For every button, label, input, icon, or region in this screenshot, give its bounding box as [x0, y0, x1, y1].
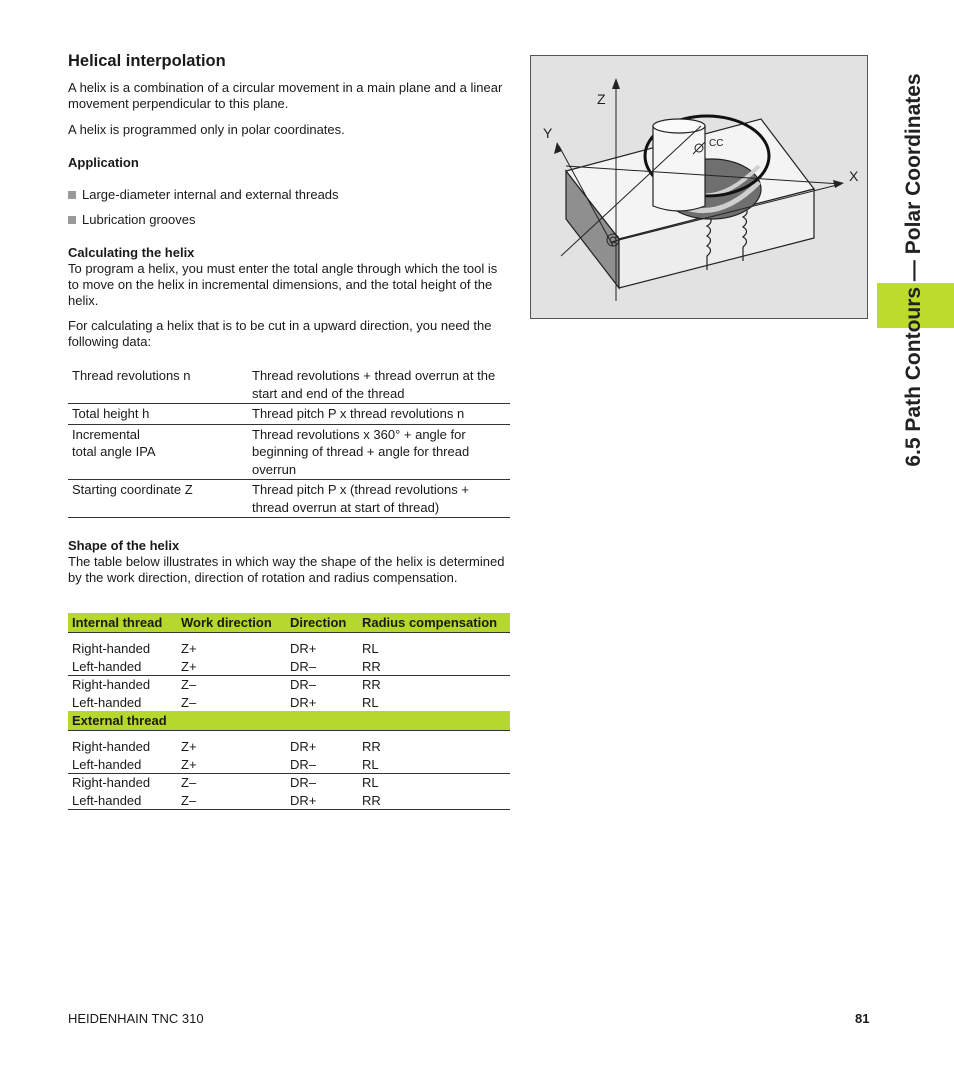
chapter-side-title: 6.5 Path Contours — Polar Coordinates [902, 73, 925, 467]
section-title: Helical interpolation [68, 52, 226, 70]
square-bullet-icon [68, 191, 76, 199]
table-row: Right-handed Z+ DR+ RL [72, 641, 379, 656]
z-axis-label: Z [597, 91, 606, 107]
table-section-row: External thread [68, 711, 510, 731]
intro-paragraph-1: A helix is a combination of a circular movement in a main plane and a linear movement perpendicular to this plane. [68, 80, 503, 111]
y-axis-label: Y [543, 125, 553, 141]
bullet-item: Lubrication grooves [68, 212, 195, 227]
helix-figure [530, 55, 868, 319]
table-row: Left-handed Z+ DR– RR [68, 658, 510, 676]
helix-illustration [531, 56, 867, 318]
shape-heading: Shape of the helix [68, 538, 180, 553]
footer-product: HEIDENHAIN TNC 310 [68, 1011, 204, 1026]
square-bullet-icon [68, 216, 76, 224]
table-header-row: Internal thread Work direction Direction Radius compensation [68, 613, 510, 633]
calculating-paragraph-1: To program a helix, you must enter the total angle through which the tool is to move on the helix in incremental dimensions, and the total height of the helix. [68, 261, 498, 308]
x-axis-label: X [849, 168, 859, 184]
table-row: Right-handed Z– DR– RL [72, 775, 379, 790]
shape-paragraph: The table below illustrates in which way the shape of the helix is determined by the work direction, direction of rotation and radius compensation. [68, 554, 505, 585]
calculating-heading: Calculating the helix [68, 245, 195, 260]
intro-paragraph-2: A helix is programmed only in polar coordinates. [68, 122, 345, 137]
page-number: 81 [855, 1011, 870, 1026]
table-row: Incremental total angle IPA Thread revolutions x 360° + angle for beginning of thread + angle for thread overrun [68, 424, 510, 480]
cc-label: CC [709, 138, 724, 149]
bullet-item: Large-diameter internal and external threads [68, 187, 339, 202]
table-row: Starting coordinate Z Thread pitch P x (thread revolutions + thread overrun at start of thread) [68, 480, 510, 518]
table-row: Left-handed Z– DR+ RR [68, 792, 510, 810]
table-row: Left-handed Z+ DR– RL [68, 756, 510, 774]
table-row: Left-handed Z– DR+ RL [72, 694, 379, 710]
table-row: Right-handed Z+ DR+ RR [72, 739, 381, 754]
helix-shape-table [68, 613, 510, 810]
application-heading: Application [68, 155, 139, 170]
calculating-paragraph-2: For calculating a helix that is to be cut in a upward direction, you need the following data: [68, 318, 492, 349]
table-row: Right-handed Z– DR– RR [72, 677, 381, 692]
table-row: Total height h Thread pitch P x thread revolutions n [68, 404, 510, 425]
table-row: Thread revolutions n Thread revolutions + thread overrun at the start and end of the thread [68, 366, 510, 404]
helix-data-table [68, 366, 510, 518]
